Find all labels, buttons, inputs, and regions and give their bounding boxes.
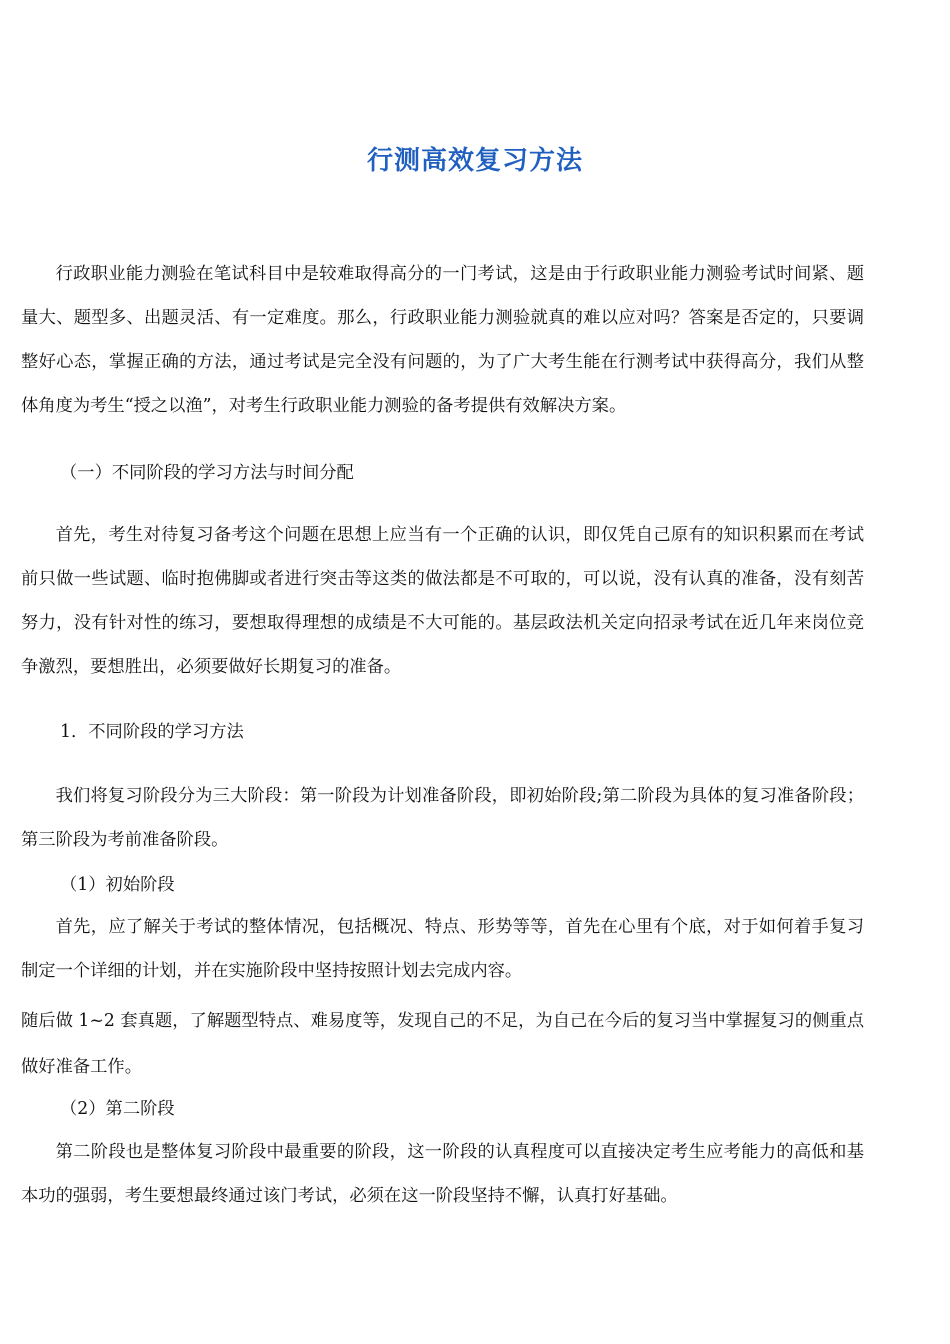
stage1-paragraph: 首先，应了解关于考试的整体情况，包括概况、特点、形势等等，首先在心里有个底，对于如何着手复习制定一个详细的计划，并在实施阶段中坚持按照计划去完成内容。 (21, 917, 864, 981)
stage2-paragraph: 第二阶段也是整体复习阶段中最重要的阶段，这一阶段的认真程度可以直接决定考生应考能力的高低和基本功的强弱，考生要想最终通过该门考试，必须在这一阶段坚持不懈，认真打好基础。 (21, 1142, 864, 1206)
subsection-heading: 1．不同阶段的学习方法 (60, 722, 244, 742)
stage2-heading: （2）第二阶段 (60, 1099, 175, 1119)
stage1-heading: （1）初始阶段 (60, 875, 175, 895)
section-heading: （一）不同阶段的学习方法与时间分配 (60, 463, 354, 483)
document-title: 行测高效复习方法 (366, 146, 583, 176)
subsection-paragraph: 我们将复习阶段分为三大阶段：第一阶段为计划准备阶段，即初始阶段;第二阶段为具体的复习准备阶段；第三阶段为考前准备阶段。 (21, 786, 864, 850)
stage1-followup-paragraph: 随后做 1~2 套真题，了解题型特点、难易度等，发现自己的不足，为自己在今后的复习当中掌握复习的侧重点做好准备工作。 (21, 1011, 864, 1077)
section-paragraph: 首先，考生对待复习备考这个问题在思想上应当有一个正确的认识，即仅凭自己原有的知识积累而在考试前只做一些试题、临时抱佛脚或者进行突击等这类的做法都是不可取的，可以说，没有认真的准备，没有刻苦努力，没有针对性的练习，要想取得理想的成绩是不大可能的。基层政法机关定向招录考试在近几年来岗位竞争激烈，要想胜出，必须要做好长期复习的准备。 (21, 525, 864, 677)
intro-paragraph: 行政职业能力测验在笔试科目中是较难取得高分的一门考试，这是由于行政职业能力测验考试时间紧、题量大、题型多、出题灵活、有一定难度。那么，行政职业能力测验就真的难以应对吗？答案是否定的，只要调整好心态，掌握正确的方法，通过考试是完全没有问题的，为了广大考生能在行测考试中获得高分，我们从整体角度为考生“授之以渔”，对考生行政职业能力测验的备考提供有效解决方案。 (21, 264, 864, 416)
